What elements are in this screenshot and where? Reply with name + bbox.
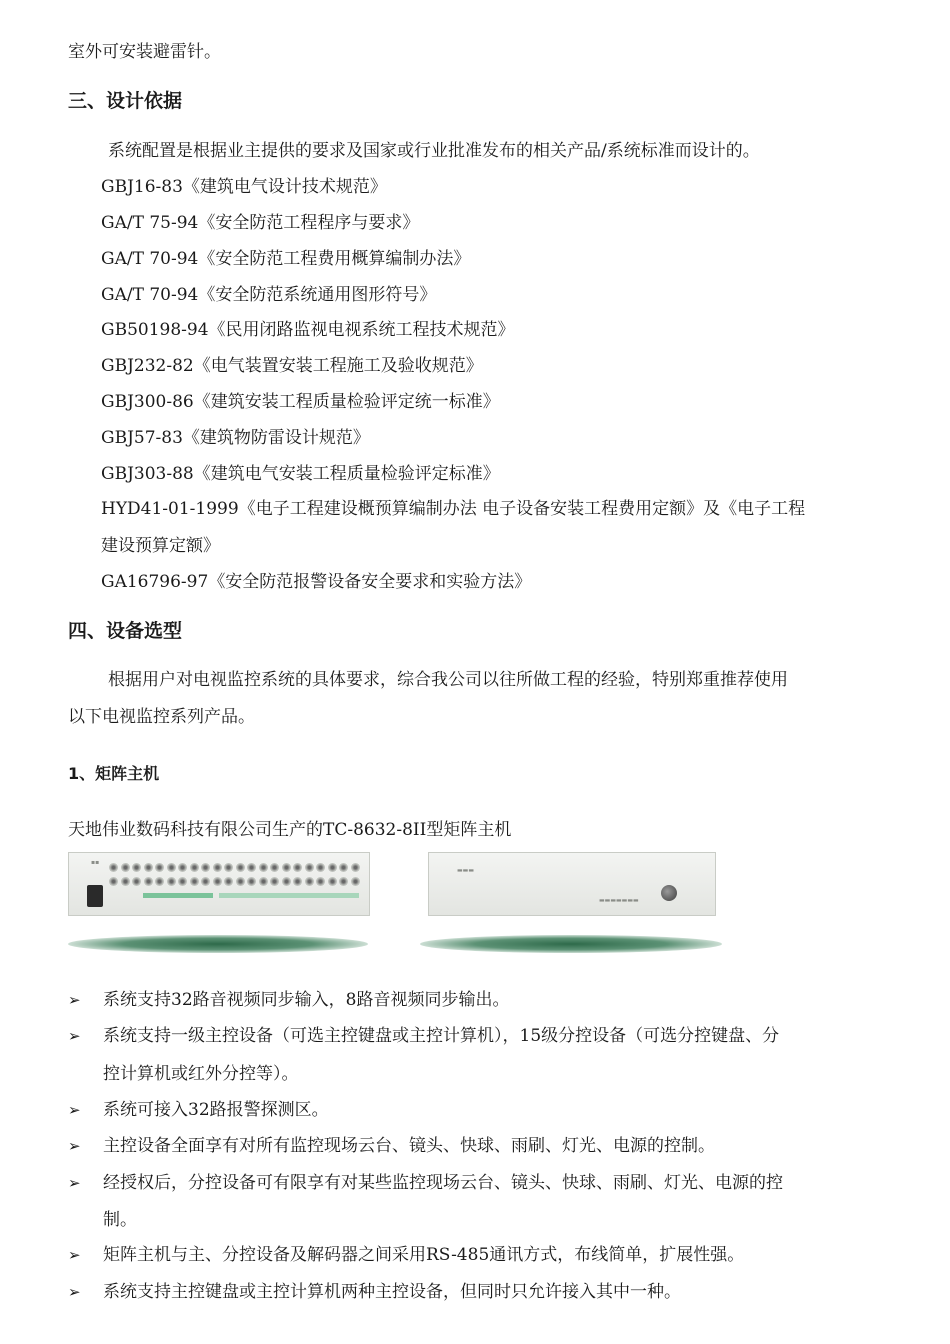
- matrix-front-panel: [428, 852, 716, 916]
- bnc-connector: [339, 863, 348, 872]
- bullet-arrow-icon: ➢: [68, 1101, 81, 1119]
- standard-item: HYD41-01-1999《电子工程建设概预算编制办法 电子设备安装工程费用定额》及《电子工程: [101, 499, 806, 519]
- bnc-connector: [213, 863, 222, 872]
- feature-item: 经授权后，分控设备可有限享有对某些监控现场云台、镜头、快球、雨刷、灯光、电源的控: [103, 1173, 783, 1193]
- feature-item: 矩阵主机与主、分控设备及解码器之间采用RS-485通讯方式，布线简单，扩展性强。: [103, 1245, 745, 1265]
- brand-mark: ▬▬▬: [457, 867, 475, 874]
- product-shadow: [68, 935, 368, 953]
- bnc-connector: [190, 863, 199, 872]
- bnc-connector: [282, 863, 291, 872]
- panel-mark: ▪▪: [91, 859, 100, 866]
- bnc-connector: [121, 863, 130, 872]
- section3-heading: 三、设计依据: [68, 90, 183, 112]
- bullet-arrow-icon: ➢: [68, 1246, 81, 1264]
- bnc-connector: [155, 877, 164, 886]
- rear-terminal-strip: [143, 893, 213, 898]
- bnc-connector: [167, 863, 176, 872]
- bullet-arrow-icon: ➢: [68, 1137, 81, 1155]
- bullet-arrow-icon: ➢: [68, 991, 81, 1009]
- bnc-connector: [305, 877, 314, 886]
- feature-item: 系统支持一级主控设备（可选主控键盘或主控计算机），15级分控设备（可选分控键盘、分: [103, 1026, 780, 1046]
- standard-item: GA16796-97《安全防范报警设备安全要求和实验方法》: [101, 572, 532, 592]
- bnc-connector: [259, 863, 268, 872]
- feature-item-continuation: 制。: [103, 1210, 137, 1230]
- bnc-connector: [201, 877, 210, 886]
- bullet-arrow-icon: ➢: [68, 1283, 81, 1301]
- bnc-connector: [316, 877, 325, 886]
- bnc-connector: [270, 863, 279, 872]
- feature-item-continuation: 控计算机或红外分控等）。: [103, 1064, 299, 1084]
- standard-item: GBJ232-82《电气装置安装工程施工及验收规范》: [101, 356, 483, 376]
- section4-paragraph-line2: 以下电视监控系列产品。: [68, 707, 255, 727]
- bnc-connector: [293, 863, 302, 872]
- bnc-connector: [339, 877, 348, 886]
- product-shadow: [420, 935, 722, 953]
- bnc-connector: [328, 877, 337, 886]
- bnc-connector: [328, 863, 337, 872]
- bnc-connector: [316, 863, 325, 872]
- bnc-connector: [190, 877, 199, 886]
- bnc-connector: [224, 863, 233, 872]
- bnc-connector: [259, 877, 268, 886]
- bnc-connector: [351, 863, 360, 872]
- bnc-connector: [178, 877, 187, 886]
- bnc-connector: [109, 877, 118, 886]
- bnc-connector: [109, 863, 118, 872]
- bnc-connector: [132, 877, 141, 886]
- section3-paragraph: 系统配置是根据业主提供的要求及国家或行业批准发布的相关产品/系统标准而设计的。: [108, 141, 760, 161]
- bnc-connector: [293, 877, 302, 886]
- bnc-connector: [236, 863, 245, 872]
- feature-item: 系统支持32路音视频同步输入，8路音视频同步输出。: [103, 990, 510, 1010]
- bnc-connector: [247, 863, 256, 872]
- bnc-connector: [121, 877, 130, 886]
- bnc-connector: [305, 863, 314, 872]
- feature-item: 系统可接入32路报警探测区。: [103, 1100, 329, 1120]
- matrix-host-heading: 1、矩阵主机: [68, 764, 160, 783]
- feature-item: 系统支持主控键盘或主控计算机两种主控设备，但同时只允许接入其中一种。: [103, 1282, 681, 1302]
- standard-item: GA/T 70-94《安全防范系统通用图形符号》: [101, 285, 437, 305]
- section4-paragraph-line1: 根据用户对电视监控系统的具体要求，综合我公司以往所做工程的经验，特别郑重推荐使用: [108, 670, 788, 690]
- bullet-arrow-icon: ➢: [68, 1174, 81, 1192]
- bnc-connector: [155, 863, 164, 872]
- standard-item: GBJ57-83《建筑物防雷设计规范》: [101, 428, 370, 448]
- feature-item: 主控设备全面享有对所有监控现场云台、镜头、快球、雨刷、灯光、电源的控制。: [103, 1136, 715, 1156]
- matrix-host-caption: 天地伟业数码科技有限公司生产的TC-8632-8II型矩阵主机: [68, 820, 512, 840]
- intro-line: 室外可安装避雷针。: [68, 42, 221, 62]
- standard-item: GBJ16-83《建筑电气设计技术规范》: [101, 177, 387, 197]
- rear-terminal-strip: [219, 893, 359, 898]
- bnc-connector: [132, 863, 141, 872]
- bullet-arrow-icon: ➢: [68, 1027, 81, 1045]
- bnc-connector: [144, 877, 153, 886]
- bnc-connector: [213, 877, 222, 886]
- bnc-connector: [224, 877, 233, 886]
- bnc-connector: [201, 863, 210, 872]
- bnc-connector: [282, 877, 291, 886]
- standard-item-continuation: 建设预算定额》: [101, 536, 220, 556]
- section4-heading: 四、设备选型: [68, 620, 183, 642]
- bnc-connector: [167, 877, 176, 886]
- standard-item: GA/T 70-94《安全防范工程费用概算编制办法》: [101, 249, 471, 269]
- power-socket: [87, 885, 103, 907]
- standard-item: GB50198-94《民用闭路监视电视系统工程技术规范》: [101, 320, 515, 340]
- matrix-rear-panel: [68, 852, 370, 916]
- power-knob: [661, 885, 677, 901]
- bnc-connector: [236, 877, 245, 886]
- bnc-connector: [351, 877, 360, 886]
- bnc-connector: [178, 863, 187, 872]
- standard-item: GBJ300-86《建筑安装工程质量检验评定统一标准》: [101, 392, 500, 412]
- bnc-connector: [270, 877, 279, 886]
- bnc-connector: [144, 863, 153, 872]
- bnc-connector: [247, 877, 256, 886]
- standard-item: GA/T 75-94《安全防范工程程序与要求》: [101, 213, 420, 233]
- model-mark: ▬▬▬▬▬▬▬: [599, 897, 639, 904]
- standard-item: GBJ303-88《建筑电气安装工程质量检验评定标准》: [101, 464, 500, 484]
